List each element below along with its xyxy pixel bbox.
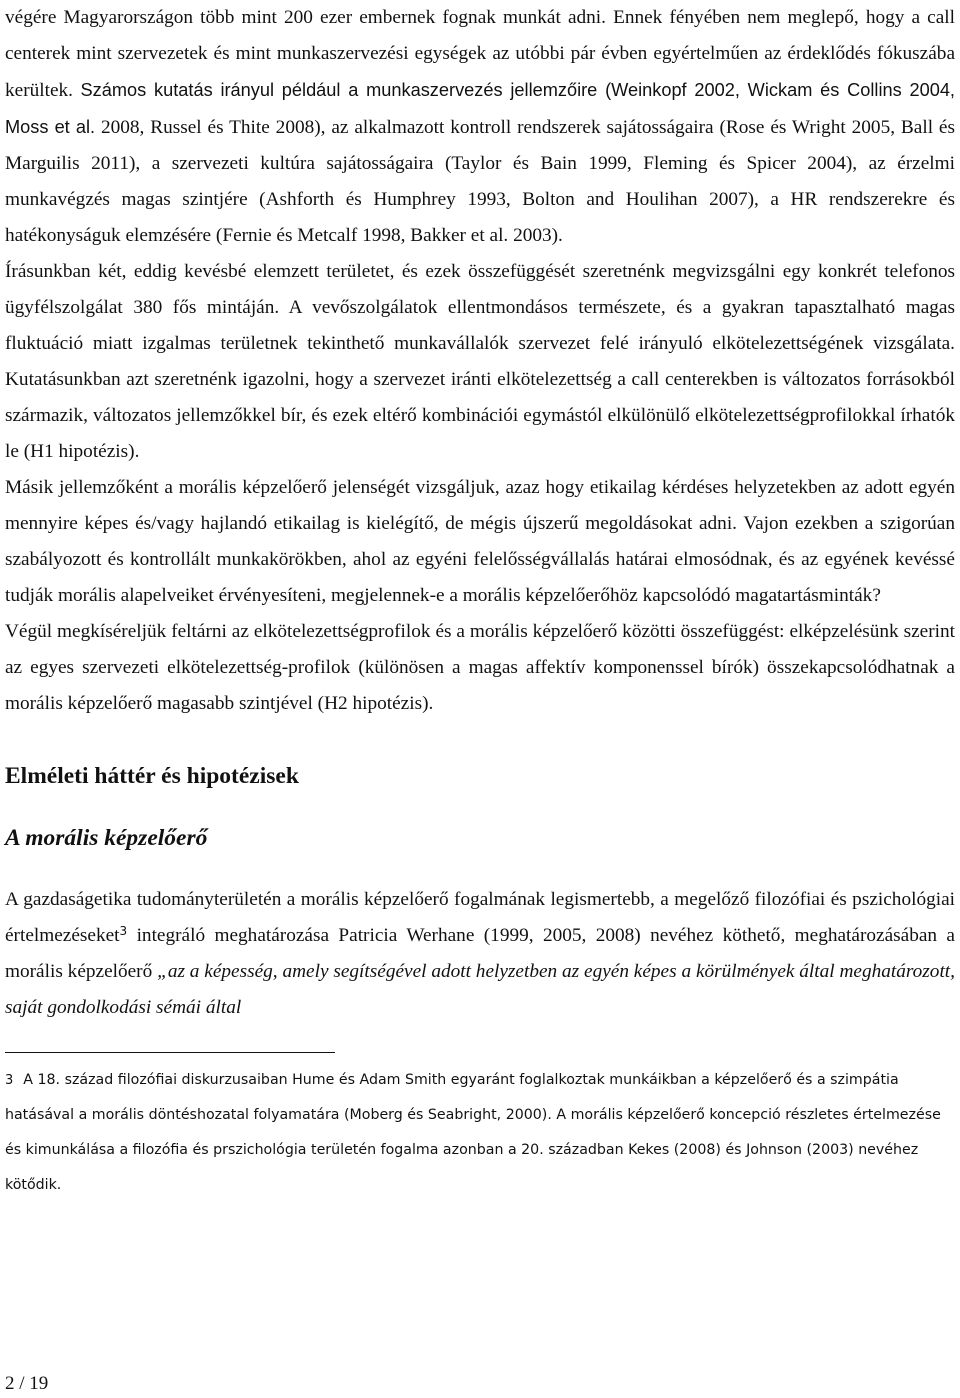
definition-quote: „az a képesség, amely segítségével adott helyzetben az egyén képes a körülmények által meghatározott, saját gondolkodási sémái által — [5, 961, 955, 1018]
footnote — [5, 1063, 955, 1203]
footnote-text: A 18. század filozófiai diskurzusaiban Hume és Adam Smith egyaránt foglalkoztak munkáikban a képzelőerő és a szimpátia hatásával a morális döntéshozatal folyamatára (Moberg és Seabright, 2000). A morális képzelőerő koncepció részletes értelmezése és kimunkálása a filozófia és prszichológia területén fogalma azonban a 20. században Kekes (2008) és Johnson (2003) nevéhez kötődik. — [5, 1072, 941, 1193]
page-number: 2 / 19 — [5, 1373, 49, 1394]
body-paragraph-hypothesis-h2: Végül megkíséreljük feltárni az elkötelezettségprofilok és a morális képzelőerő közötti összefüggést: elképzelésünk szerint az egyes szervezeti elkötelezettség-profilok (különösen a magas affektív komponenssel bírók) összekapcsolódhatnak a morális képzelőerő magasabb szintjével (H2 hipotézis). — [5, 621, 955, 714]
footnote-number: 3 — [5, 1073, 14, 1088]
section-heading: Elméleti háttér és hipotézisek — [5, 763, 299, 789]
body-paragraph-commitment: Írásunkban két, eddig kevésbé elemzett területet, és ezek összefüggését szeretnénk megvizsgálni egy konkrét telefonos ügyfélszolgálat 380 fős mintáján. A vevőszolgálatok ellentmondásos természete, és a gyakran tapasztalható magas fluktuáció miatt izgalmas területnek tekinthető munkavállalók szervezet felé irányuló elkötelezettségének vizsgálata. Kutatásunkban azt szeretnénk igazolni, hogy a szervezet iránti elkötelezettség a call centerekben is változatos forrásokból származik, változatos jellemzőkkel bír, és ezek eltérő kombinációi egymástól elkülönülő elkötelezettségprofilokkal írhatók le (H1 hipotézis). — [5, 261, 955, 462]
body-paragraph-moral-imagination: Másik jellemzőként a morális képzelőerő jelenségét vizsgáljuk, azaz hogy etikailag kérdéses helyzetekben az adott egyén mennyire képes és/vagy hajlandó etikailag is kielégítő, de mégis újszerű megoldásokat adni. Vajon ezekben a szigorúan szabályozott és kontrollált munkakörökben, ahol az egyéni felelősségvállalás határai elmosódnak, és az egyének kevéssé tudják morális alapelveiket érvényesíteni, megjelennek-e a morális képzelőerőhöz kapcsolódó magatartásminták? — [5, 477, 955, 606]
body-paragraph-definition — [5, 882, 955, 1026]
paragraph-text-closing: 2008, Russel és Thite 2008), az alkalmazott kontroll rendszerek sajátosságaira (Rose és Wright 2005, Ball és Marguilis 2011), a szervezeti kultúra sajátosságaira (Taylor és Bain 1999, Fleming és Spicer 2004), az érzelmi munkavégzés magas szintjére (Ashforth és Humphrey 1993, Bolton and Houlihan 2007), a HR rendszerekre és hatékonyságuk elemzésére (Fernie és Metcalf 1998, Bakker et al. 2003). — [5, 117, 955, 246]
subsection-heading: A morális képzelőerő — [5, 825, 208, 851]
footnote-separator — [5, 1052, 335, 1053]
footnote-reference[interactable]: 3 — [119, 924, 128, 938]
document-page — [5, 0, 955, 1203]
paragraph-text-sans-run: Számos kutatás irányul például a munkaszervezés jellemzőire (Weinkopf 2002, Wickam és Collins 2004, Moss et al. — [5, 80, 955, 137]
definition-text-start: A gazdaságetika tudományterületén a morális képzelőerő fogalmának legismertebb, a megelőző filozófiai és pszichológiai értelmezéseket — [5, 889, 955, 946]
definition-text-middle: integráló meghatározása Patricia Werhane (1999, 2005, 2008) nevéhez köthető, meghatározásában a morális képzelőerő — [5, 925, 955, 982]
paragraph-text-opening: végére Magyarországon több mint 200 ezer embernek fognak munkát adni. Ennek fényében nem meglepő, hogy a call centerek mint szervezetek és mint munkaszervezési egységek az utóbbi pár évben egyértelműen az érdeklődés fókuszába kerültek. — [5, 7, 955, 101]
body-paragraph-call-center-research — [5, 0, 955, 254]
